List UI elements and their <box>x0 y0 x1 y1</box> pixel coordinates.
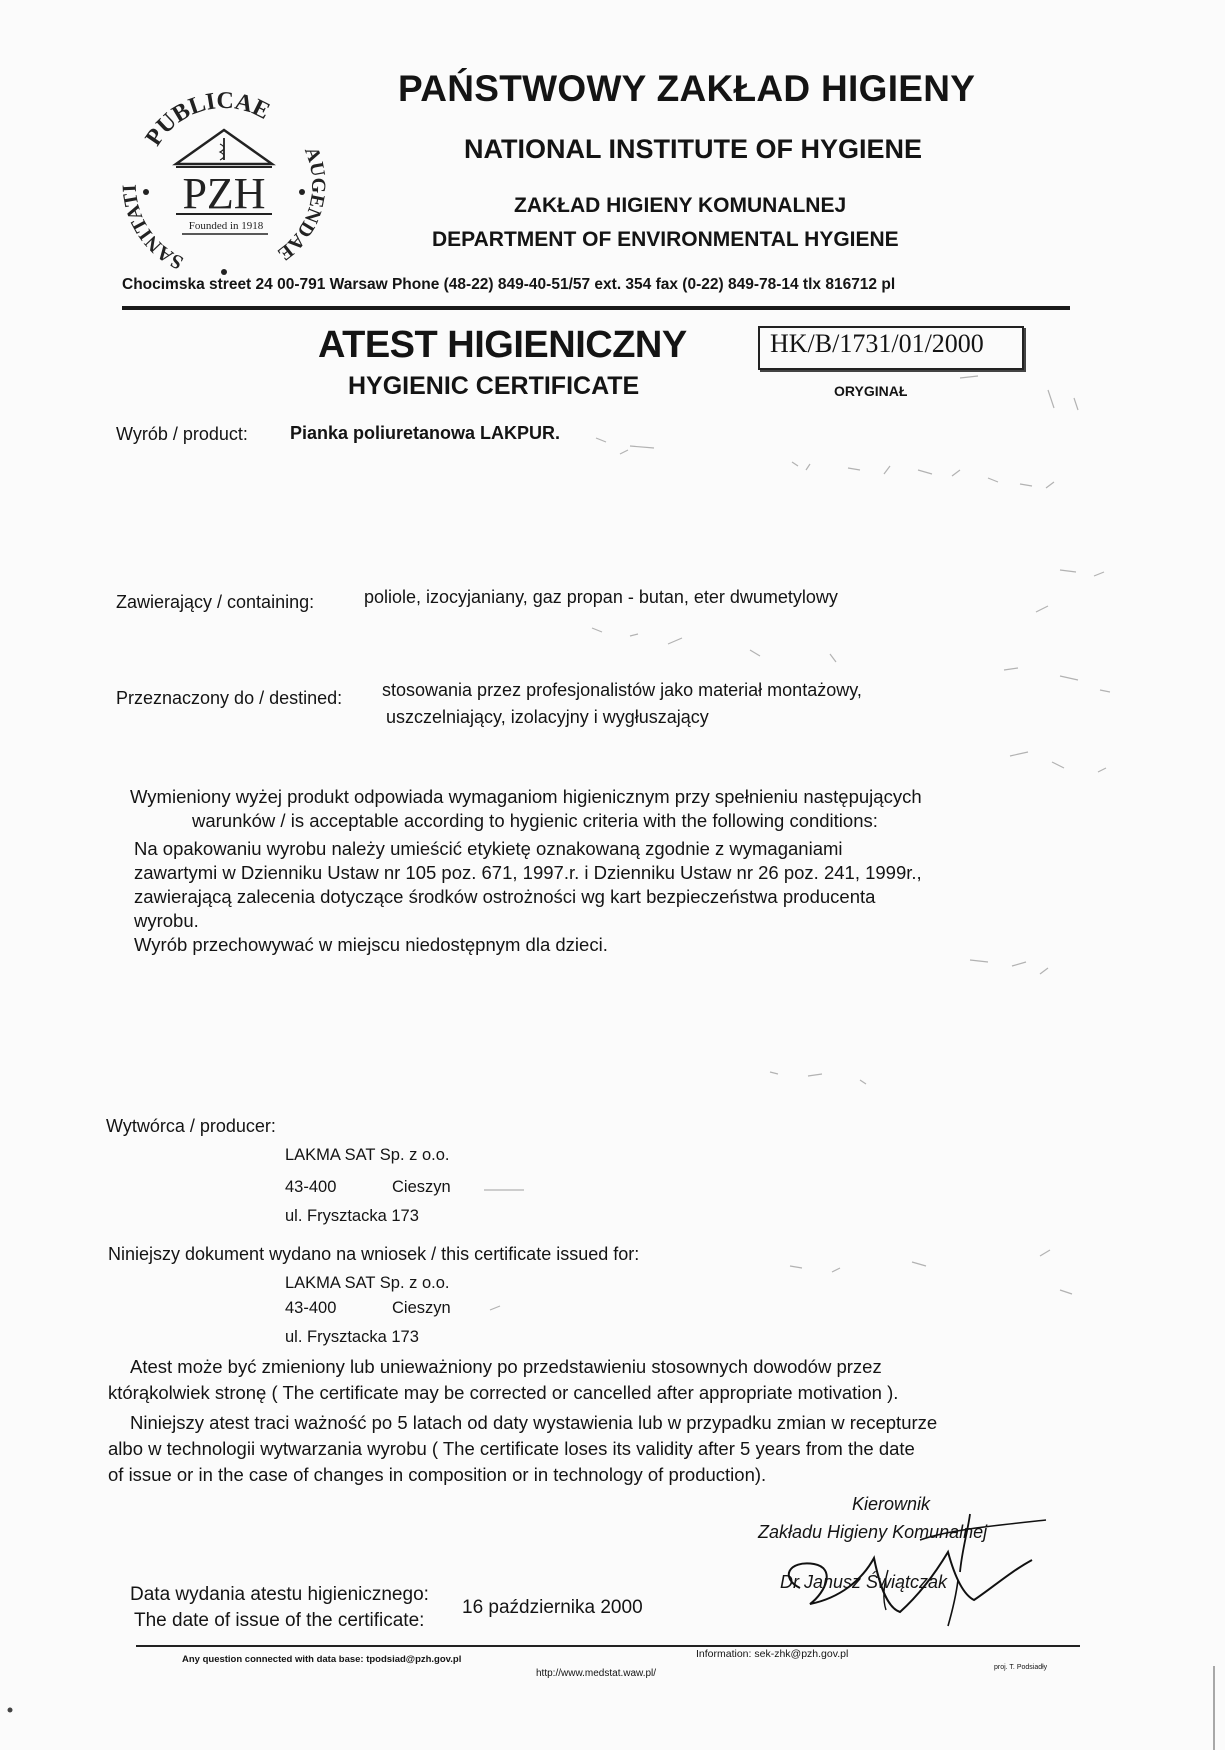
issued-for-street: ul. Frysztacka 173 <box>285 1328 419 1346</box>
handwritten-signature <box>770 1500 1060 1630</box>
product-label: Wyrób / product: <box>116 424 248 444</box>
seal-arc-right: AUGENDAE <box>273 143 330 265</box>
issued-for-name: LAKMA SAT Sp. z o.o. <box>285 1274 450 1292</box>
conditions-line: Wyrób przechowywać w miejscu niedostępnym dla dzieci. <box>134 934 608 955</box>
svg-text:SANITATI <box>119 184 187 274</box>
notes-line: albo w technologii wytwarzania wyrobu ( The certificate loses its validity after 5 years from the date <box>108 1438 915 1459</box>
svg-text:AUGENDAE <box>273 144 329 265</box>
producer-street: ul. Frysztacka 173 <box>285 1207 419 1225</box>
certificate-title-pl: ATEST HIGIENICZNY <box>318 324 687 366</box>
footer-information: Information: sek-zhk@pzh.gov.pl <box>696 1648 849 1660</box>
conditions-line: zawierającą zalecenia dotyczące środków ostrożności wg kart bezpieczeństwa producenta <box>134 886 876 907</box>
department-title-en: DEPARTMENT OF ENVIRONMENTAL HYGIENE <box>432 228 899 251</box>
pzh-seal-logo <box>118 72 330 284</box>
issued-for-label: Niniejszy dokument wydano na wniosek / this certificate issued for: <box>108 1244 640 1264</box>
conditions-line: Wymieniony wyżej produkt odpowiada wymaganiom higienicznym przy spełnieniu następujących <box>130 786 922 807</box>
producer-name: LAKMA SAT Sp. z o.o. <box>285 1146 450 1164</box>
seal-arc-left: SANITATI <box>118 183 187 274</box>
producer-city: Cieszyn <box>392 1178 451 1196</box>
conditions-line: wyrobu. <box>134 910 199 931</box>
certificate-number: HK/B/1731/01/2000 <box>770 329 984 358</box>
destined-value-line2: uszczelniający, izolacyjny i wygłuszający <box>386 707 709 727</box>
department-title-pl: ZAKŁAD HIGIENY KOMUNALNEJ <box>514 194 847 217</box>
footer-divider <box>136 1645 1080 1647</box>
notes-line: Niniejszy atest traci ważność po 5 latach od daty wystawienia lub w przypadku zmian w recepturze <box>130 1412 938 1433</box>
notes-line: którąkolwiek stronę ( The certificate may be corrected or cancelled after appropriate motivation ). <box>108 1382 899 1403</box>
institute-address: Chocimska street 24 00-791 Warsaw Phone (48-22) 849-40-51/57 ext. 354 fax (0-22) 849-78-14 tlx 816712 pl <box>122 276 896 293</box>
header-divider <box>122 306 1070 310</box>
notes-line: of issue or in the case of changes in composition or in technology of production). <box>108 1464 767 1485</box>
issue-date-value: 16 października 2000 <box>462 1597 643 1618</box>
seal-arc-top: PUBLICAE <box>140 87 274 151</box>
producer-label: Wytwórca / producer: <box>106 1116 276 1136</box>
notes-line: Atest może być zmieniony lub unieważniony po przedstawieniu stosownych dowodów przez <box>130 1356 882 1377</box>
containing-value: poliole, izocyjaniany, gaz propan - butan, eter dwumetylowy <box>364 587 838 607</box>
producer-postcode: 43-400 <box>285 1178 337 1196</box>
containing-label: Zawierający / containing: <box>116 592 315 612</box>
footer-credit: proj. T. Podsiadły <box>994 1664 1048 1671</box>
destined-value-line1: stosowania przez profesjonalistów jako materiał montażowy, <box>382 680 862 700</box>
seal-founded: Founded in 1918 <box>188 220 264 232</box>
conditions-line: zawartymi w Dzienniku Ustaw nr 105 poz. 671, 1997.r. i Dzienniku Ustaw nr 26 poz. 241, 1999r., <box>134 862 922 883</box>
issued-for-city: Cieszyn <box>392 1299 451 1317</box>
institute-title-en: NATIONAL INSTITUTE OF HYGIENE <box>464 134 923 164</box>
footer-questions: Any question connected with data base: tpodsiad@pzh.gov.pl <box>182 1654 462 1665</box>
institute-title-pl: PAŃSTWOWY ZAKŁAD HIGIENY <box>398 68 976 109</box>
conditions-line: Na opakowaniu wyrobu należy umieścić etykietę oznakowaną zgodnie z wymaganiami <box>134 838 843 859</box>
original-stamp: ORYGINAŁ <box>834 383 908 399</box>
issue-date-label-en: The date of issue of the certificate: <box>134 1610 425 1631</box>
issue-date-label-pl: Data wydania atestu higienicznego: <box>130 1584 429 1605</box>
signatory-role: Kierownik <box>852 1494 931 1514</box>
signatory-name: Dr Janusz Świątczak <box>780 1572 948 1592</box>
seal-monogram: PZH <box>182 169 266 218</box>
product-value: Pianka poliuretanowa LAKPUR. <box>290 423 561 443</box>
certificate-title-en: HYGIENIC CERTIFICATE <box>348 372 640 400</box>
signatory-unit: Zakładu Higieny Komunalnej <box>758 1522 988 1542</box>
footer-url: http://www.medstat.waw.pl/ <box>536 1668 657 1679</box>
conditions-line: warunków / is acceptable according to hygienic criteria with the following conditions: <box>192 810 878 831</box>
destined-label: Przeznaczony do / destined: <box>116 688 343 708</box>
issued-for-postcode: 43-400 <box>285 1299 337 1317</box>
